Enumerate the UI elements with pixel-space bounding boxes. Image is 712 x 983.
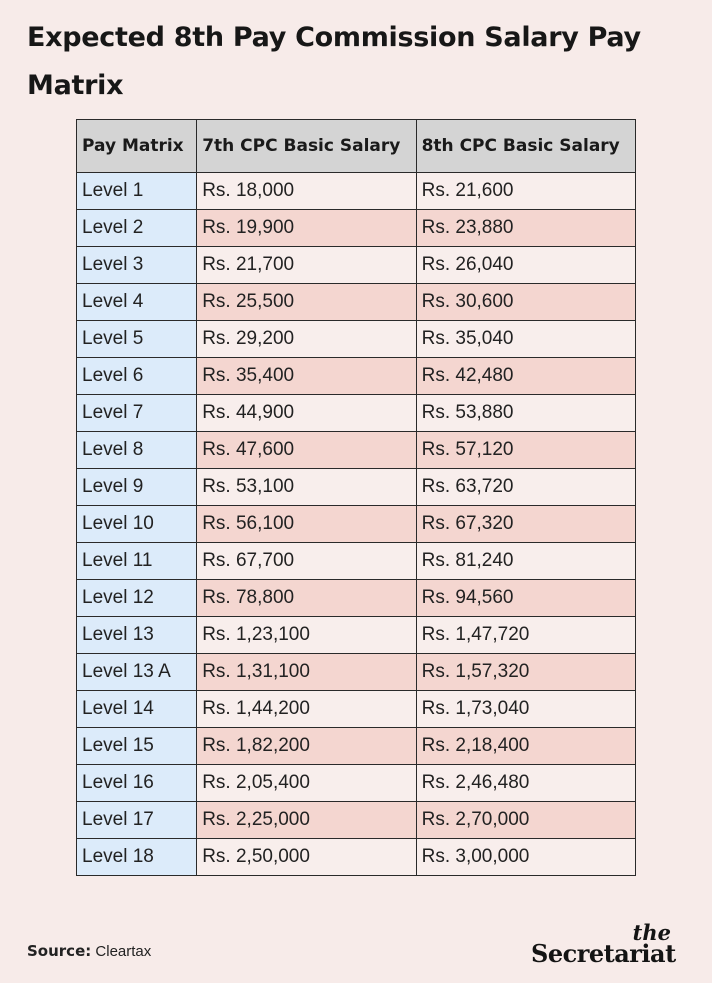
logo-main-text: Secretariat bbox=[531, 939, 676, 968]
eighth-cpc-salary-cell: Rs. 23,880 bbox=[416, 210, 635, 247]
table-row bbox=[77, 617, 636, 654]
table-row bbox=[77, 728, 636, 765]
level-cell: Level 3 bbox=[77, 247, 197, 284]
seventh-cpc-salary-cell: Rs. 1,44,200 bbox=[197, 691, 416, 728]
seventh-cpc-salary-cell: Rs. 2,25,000 bbox=[197, 802, 416, 839]
level-cell: Level 11 bbox=[77, 543, 197, 580]
level-cell: Level 15 bbox=[77, 728, 197, 765]
eighth-cpc-salary-cell: Rs. 1,47,720 bbox=[416, 617, 635, 654]
table-row bbox=[77, 358, 636, 395]
table-row bbox=[77, 654, 636, 691]
level-cell: Level 14 bbox=[77, 691, 197, 728]
level-cell: Level 17 bbox=[77, 802, 197, 839]
seventh-cpc-salary-cell: Rs. 53,100 bbox=[197, 469, 416, 506]
eighth-cpc-salary-cell: Rs. 21,600 bbox=[416, 173, 635, 210]
table-row bbox=[77, 173, 636, 210]
seventh-cpc-salary-cell: Rs. 21,700 bbox=[197, 247, 416, 284]
source-credit bbox=[27, 942, 151, 960]
table-row bbox=[77, 210, 636, 247]
level-cell: Level 5 bbox=[77, 321, 197, 358]
seventh-cpc-salary-cell: Rs. 18,000 bbox=[197, 173, 416, 210]
seventh-cpc-salary-cell: Rs. 25,500 bbox=[197, 284, 416, 321]
pay-matrix-table bbox=[76, 119, 636, 876]
table-row bbox=[77, 469, 636, 506]
table-row bbox=[77, 321, 636, 358]
table-row bbox=[77, 802, 636, 839]
table-row bbox=[77, 691, 636, 728]
header-8th-cpc-basic-salary: 8th CPC Basic Salary bbox=[416, 120, 635, 173]
eighth-cpc-salary-cell: Rs. 94,560 bbox=[416, 580, 635, 617]
eighth-cpc-salary-cell: Rs. 63,720 bbox=[416, 469, 635, 506]
table-row bbox=[77, 506, 636, 543]
eighth-cpc-salary-cell: Rs. 1,57,320 bbox=[416, 654, 635, 691]
the-secretariat-logo bbox=[531, 922, 691, 972]
level-cell: Level 10 bbox=[77, 506, 197, 543]
eighth-cpc-salary-cell: Rs. 1,73,040 bbox=[416, 691, 635, 728]
logo-small-text: the bbox=[632, 920, 671, 945]
level-cell: Level 12 bbox=[77, 580, 197, 617]
level-cell: Level 8 bbox=[77, 432, 197, 469]
seventh-cpc-salary-cell: Rs. 1,82,200 bbox=[197, 728, 416, 765]
seventh-cpc-salary-cell: Rs. 2,50,000 bbox=[197, 839, 416, 876]
header-7th-cpc-basic-salary: 7th CPC Basic Salary bbox=[197, 120, 416, 173]
table-row bbox=[77, 543, 636, 580]
seventh-cpc-salary-cell: Rs. 67,700 bbox=[197, 543, 416, 580]
level-cell: Level 13 bbox=[77, 617, 197, 654]
table-row bbox=[77, 580, 636, 617]
table-row bbox=[77, 284, 636, 321]
source-value: Cleartax bbox=[95, 943, 152, 960]
eighth-cpc-salary-cell: Rs. 2,70,000 bbox=[416, 802, 635, 839]
level-cell: Level 7 bbox=[77, 395, 197, 432]
eighth-cpc-salary-cell: Rs. 81,240 bbox=[416, 543, 635, 580]
seventh-cpc-salary-cell: Rs. 2,05,400 bbox=[197, 765, 416, 802]
eighth-cpc-salary-cell: Rs. 26,040 bbox=[416, 247, 635, 284]
table-row bbox=[77, 395, 636, 432]
seventh-cpc-salary-cell: Rs. 19,900 bbox=[197, 210, 416, 247]
level-cell: Level 1 bbox=[77, 173, 197, 210]
level-cell: Level 9 bbox=[77, 469, 197, 506]
table-body bbox=[77, 173, 636, 876]
seventh-cpc-salary-cell: Rs. 47,600 bbox=[197, 432, 416, 469]
seventh-cpc-salary-cell: Rs. 78,800 bbox=[197, 580, 416, 617]
page-title: Expected 8th Pay Commission Salary Pay Matrix bbox=[27, 22, 641, 101]
seventh-cpc-salary-cell: Rs. 1,23,100 bbox=[197, 617, 416, 654]
seventh-cpc-salary-cell: Rs. 56,100 bbox=[197, 506, 416, 543]
seventh-cpc-salary-cell: Rs. 35,400 bbox=[197, 358, 416, 395]
level-cell: Level 2 bbox=[77, 210, 197, 247]
eighth-cpc-salary-cell: Rs. 53,880 bbox=[416, 395, 635, 432]
table-header-row bbox=[77, 120, 636, 173]
eighth-cpc-salary-cell: Rs. 57,120 bbox=[416, 432, 635, 469]
seventh-cpc-salary-cell: Rs. 29,200 bbox=[197, 321, 416, 358]
eighth-cpc-salary-cell: Rs. 3,00,000 bbox=[416, 839, 635, 876]
eighth-cpc-salary-cell: Rs. 42,480 bbox=[416, 358, 635, 395]
table-row bbox=[77, 839, 636, 876]
level-cell: Level 6 bbox=[77, 358, 197, 395]
eighth-cpc-salary-cell: Rs. 2,18,400 bbox=[416, 728, 635, 765]
level-cell: Level 4 bbox=[77, 284, 197, 321]
level-cell: Level 16 bbox=[77, 765, 197, 802]
table-row bbox=[77, 432, 636, 469]
eighth-cpc-salary-cell: Rs. 30,600 bbox=[416, 284, 635, 321]
table-row bbox=[77, 765, 636, 802]
eighth-cpc-salary-cell: Rs. 35,040 bbox=[416, 321, 635, 358]
seventh-cpc-salary-cell: Rs. 1,31,100 bbox=[197, 654, 416, 691]
eighth-cpc-salary-cell: Rs. 67,320 bbox=[416, 506, 635, 543]
level-cell: Level 18 bbox=[77, 839, 197, 876]
table-row bbox=[77, 247, 636, 284]
seventh-cpc-salary-cell: Rs. 44,900 bbox=[197, 395, 416, 432]
header-pay-matrix: Pay Matrix bbox=[77, 120, 197, 173]
level-cell: Level 13 A bbox=[77, 654, 197, 691]
eighth-cpc-salary-cell: Rs. 2,46,480 bbox=[416, 765, 635, 802]
source-label: Source: bbox=[27, 942, 92, 960]
